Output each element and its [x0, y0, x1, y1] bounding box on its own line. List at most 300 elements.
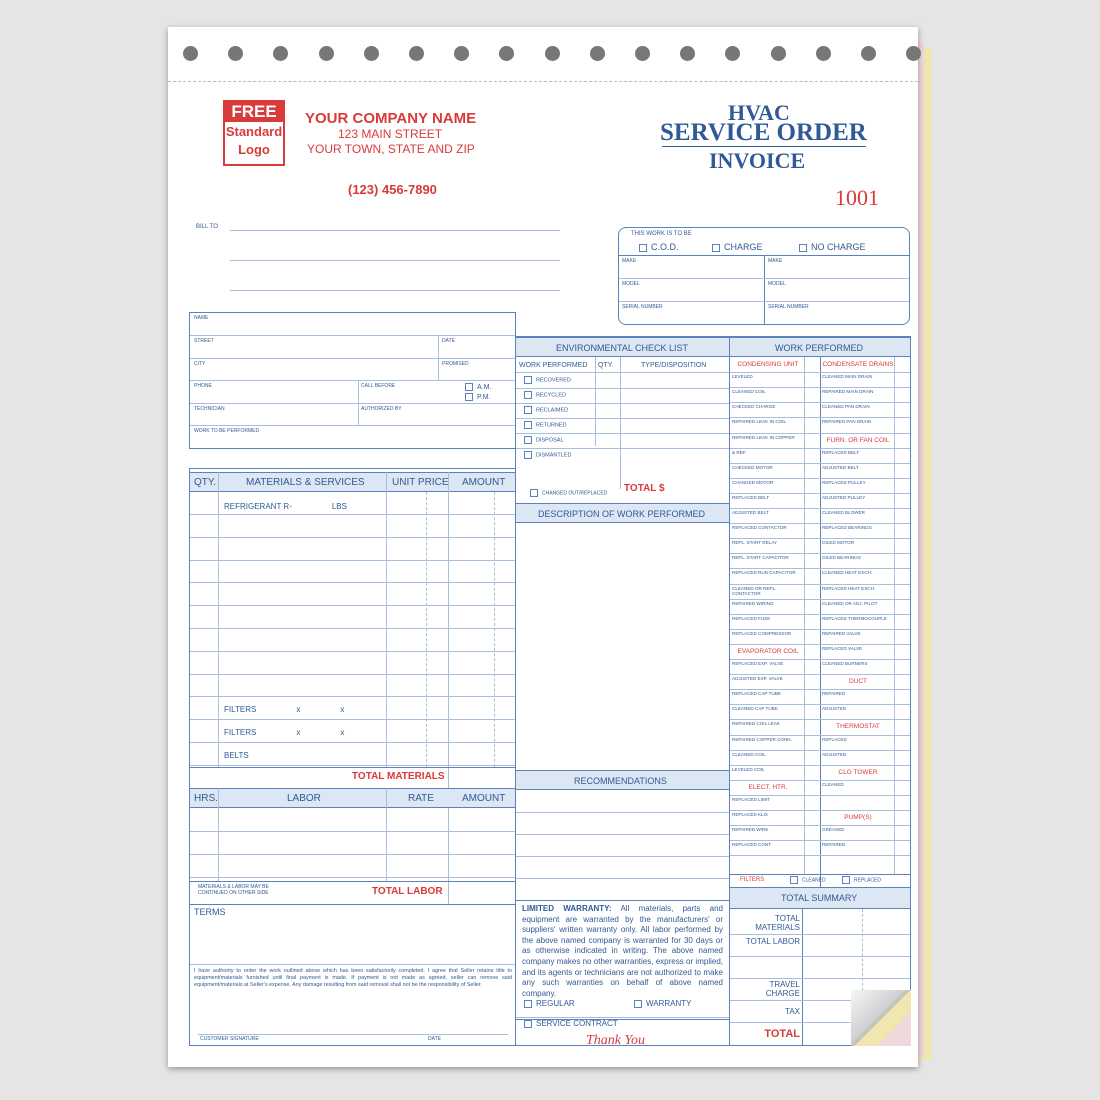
labor-heading: LABOR [287, 793, 321, 804]
env-header-divider [516, 372, 729, 373]
terms-label: TERMS [194, 907, 226, 917]
thank-you-divider [515, 1019, 730, 1020]
recommendation-row-line[interactable] [516, 856, 729, 857]
wp-row-line [730, 644, 820, 645]
wp-row-line [820, 780, 910, 781]
wp-item[interactable]: REPL. START RELAY [732, 540, 778, 546]
materials-row-line[interactable] [190, 628, 515, 629]
feed-hole [319, 46, 334, 61]
wp-section-heading: THERMOSTAT [836, 723, 880, 731]
env-type-header: TYPE/DISPOSITION [641, 362, 707, 369]
no-charge-label: NO CHARGE [811, 242, 866, 252]
wp-row-line [820, 659, 910, 660]
wp-item[interactable]: REPLACED THERMOCOUPLE [822, 615, 887, 621]
wp-item[interactable]: ADJUSTED [822, 751, 847, 757]
wp-row-line [730, 825, 820, 826]
wp-row-line [820, 629, 910, 630]
env-changed-option[interactable] [530, 489, 607, 497]
feed-hole [635, 46, 650, 61]
regular-checkbox[interactable] [524, 1000, 532, 1008]
wp-item[interactable]: OILED BEARINGS [822, 555, 861, 561]
summary-header [730, 887, 910, 909]
materials-row-line[interactable] [190, 674, 515, 675]
wp-row-line [730, 538, 820, 539]
phone-row-divider [190, 403, 515, 404]
wp-item[interactable]: REPLACED LIMIT [732, 796, 770, 802]
wp-row-line [820, 508, 910, 509]
env-item[interactable] [524, 376, 571, 384]
filters-x-1a: x [296, 705, 301, 714]
charge-label: CHARGE [724, 242, 763, 252]
materials-qty-header: QTY. [194, 477, 217, 488]
env-changed-checkbox[interactable] [530, 489, 538, 497]
wp-item[interactable]: CLEANED MAIN DRAIN [822, 374, 873, 380]
recommendations-heading: RECOMMENDATIONS [574, 776, 667, 786]
wp-item[interactable]: ADJUSTED [822, 706, 847, 712]
wp-row-line [730, 735, 820, 736]
make-divider [619, 278, 909, 279]
summary-tax: TAX [785, 1007, 800, 1016]
wp-item[interactable]: REPL. START CAPACITOR [732, 555, 789, 561]
materials-row-line[interactable] [190, 605, 515, 606]
wp-item[interactable]: ADJUSTED EXP. VALVE [732, 676, 783, 682]
env-row-line [516, 418, 729, 419]
wp-item[interactable]: GREASED [822, 827, 845, 833]
perforation-line [168, 81, 918, 82]
continued-note-2: CONTINUED ON OTHER SIDE [198, 890, 269, 896]
wp-row-line [730, 599, 820, 600]
filters-text-1: FILTERS [224, 705, 257, 714]
wp-row-line [730, 584, 820, 585]
filters-row-divider [730, 874, 910, 875]
feed-hole [228, 46, 243, 61]
pm-option[interactable] [465, 393, 491, 401]
wp-item[interactable]: REPLACED CONT. [732, 842, 772, 848]
wp-row-line [820, 568, 910, 569]
cod-checkbox[interactable] [639, 244, 647, 252]
wp-item[interactable]: REPLACED FUSE [732, 615, 771, 621]
wp-row-line [730, 689, 820, 690]
name-field[interactable]: NAME [194, 315, 209, 321]
logo [223, 100, 285, 166]
wp-section-heading: CONDENSING UNIT [737, 361, 799, 368]
wp-row-line [730, 372, 820, 373]
logo-line2: Standard [225, 124, 283, 139]
wp-item[interactable]: REPLACED BELT [732, 494, 770, 500]
wp-item[interactable]: REPLACED KLIX [732, 812, 768, 817]
invoice-form [168, 27, 918, 1067]
wp-item[interactable]: CLEANED COIL [732, 751, 766, 757]
wp-row-line [820, 523, 910, 524]
env-item[interactable] [524, 421, 567, 429]
env-item-checkbox[interactable] [524, 436, 532, 444]
materials-row-line[interactable] [190, 537, 515, 538]
service-contract-option[interactable] [524, 1019, 618, 1028]
date-field[interactable]: DATE [442, 338, 455, 344]
wp-item[interactable]: REPLACED RUN CAPACITOR [732, 570, 796, 576]
wp-row-line [730, 417, 820, 418]
work-type-heading: THIS WORK IS TO BE [631, 231, 692, 237]
bill-to-label: BILL TO [196, 224, 218, 230]
wp-row-line [730, 659, 820, 660]
filters-label-1[interactable] [224, 705, 344, 714]
labor-amount-header: AMOUNT [462, 793, 506, 804]
no-charge-option[interactable] [799, 242, 866, 252]
wp-item[interactable]: CLEANED OR ADJ. PILOT [822, 600, 878, 606]
env-work-performed-header: WORK PERFORMED [519, 362, 588, 369]
env-item[interactable] [524, 451, 571, 459]
env-item-checkbox[interactable] [524, 406, 532, 414]
no-charge-checkbox[interactable] [799, 244, 807, 252]
work-right-check-line [894, 357, 895, 874]
wp-row-line [730, 448, 820, 449]
env-item-checkbox[interactable] [524, 451, 532, 459]
bill-to-line-3[interactable] [230, 290, 560, 291]
labor-row-line[interactable] [190, 854, 515, 855]
summary-total-materials: TOTAL MATERIALS [755, 914, 800, 932]
pm-checkbox[interactable] [465, 393, 473, 401]
wp-item[interactable]: REPLACED PULLEY [822, 479, 866, 485]
hrs-column-line [218, 788, 219, 881]
logo-line1: FREE [225, 102, 283, 122]
wp-item[interactable]: CLEANED BURNERS [822, 661, 868, 666]
charge-option[interactable] [712, 242, 763, 252]
wp-row-line [820, 825, 910, 826]
wp-row-line [730, 553, 820, 554]
wp-item[interactable]: CLEANED CAP TUBE [732, 706, 778, 712]
charge-checkbox[interactable] [712, 244, 720, 252]
authorization-divider [190, 964, 515, 965]
env-item-label: RECYCLED [536, 392, 566, 399]
recommendation-row-line[interactable] [516, 878, 729, 879]
recommendation-row-line[interactable] [516, 812, 729, 813]
phone-field[interactable]: PHONE [194, 383, 212, 389]
feed-hole [771, 46, 786, 61]
serial-label-1[interactable]: SERIAL NUMBER [622, 304, 663, 310]
wp-cleaned-option[interactable] [790, 876, 826, 884]
logo-line3: Logo [238, 142, 270, 157]
refrigerant-text: REFRIGERANT R- [224, 502, 292, 511]
wp-row-line [820, 719, 910, 720]
materials-row-line[interactable] [190, 696, 515, 697]
continued-note-1: MATERIALS & LABOR MAY BE [198, 884, 269, 890]
materials-amount-header: AMOUNT [462, 477, 506, 488]
title-rule [662, 146, 866, 147]
wp-item[interactable]: CHANGED MOTOR [732, 479, 774, 485]
technician-field[interactable]: TECHNICIAN [194, 406, 225, 412]
env-heading: ENVIRONMENTAL CHECK LIST [556, 343, 689, 353]
wp-item[interactable]: CLEANED OR REPL. CONTACTOR [732, 585, 777, 596]
wp-item[interactable]: LEVELED [732, 374, 753, 380]
wp-row-line [820, 765, 910, 766]
summary-div-1 [730, 934, 910, 935]
page-curl [851, 990, 911, 1046]
wp-row-line [820, 584, 910, 585]
wp-section-heading: DUCT [848, 678, 868, 686]
wp-item[interactable]: REPAIRED COPPER CONN. [732, 736, 792, 742]
authorization-text: I have authority to order the work outlined above which has been satisfactorily completed. I agree that Seller retains title to equipment/materials furnished until final payment is made. If payment is not made as agreed, seller can remove said equipment/materials at Seller's expense. Any damage resulting from said removal shall not be the responsibility of Seller. [194, 968, 512, 988]
wp-row-line [820, 493, 910, 494]
materials-row-line[interactable] [190, 651, 515, 652]
wp-item[interactable]: CHECKED CHARGE [732, 404, 776, 410]
wp-item[interactable]: ADJUSTED BELT [822, 464, 859, 470]
materials-row-line[interactable] [190, 582, 515, 583]
filters-x-2a: x [296, 728, 301, 737]
wp-row-line [820, 372, 910, 373]
tractor-feed-holes [168, 41, 918, 65]
wp-row-line [730, 463, 820, 464]
wp-row-line [820, 795, 910, 796]
city-field[interactable]: CITY [194, 361, 206, 367]
work-left-check-line [804, 357, 805, 874]
env-type-column-line [620, 357, 621, 489]
total-materials-divider [190, 767, 515, 768]
belts-label[interactable]: BELTS [224, 751, 249, 760]
title-invoice: INVOICE [709, 148, 806, 173]
company-name: YOUR COMPANY NAME [305, 110, 477, 127]
description-heading: DESCRIPTION OF WORK PERFORMED [538, 509, 706, 519]
wp-row-line [820, 855, 910, 856]
recommendations-header [516, 770, 729, 790]
wp-item[interactable]: REPLACED EXP. VALVE [732, 661, 784, 666]
labor-header [190, 788, 515, 808]
wp-item[interactable]: CLEANED COIL [732, 389, 766, 395]
amount-cents-line [494, 492, 495, 767]
warranty-title: LIMITED WARRANTY: [522, 904, 612, 913]
wp-row-line [820, 463, 910, 464]
feed-hole [545, 46, 560, 61]
wp-item[interactable]: CLEANED HEAT EXCH. [822, 570, 873, 576]
env-qty-header: QTY. [598, 362, 614, 369]
labor-row-line[interactable] [190, 877, 515, 878]
cod-option[interactable] [639, 242, 679, 252]
signature-date-label: DATE [428, 1036, 441, 1042]
feed-hole [816, 46, 831, 61]
wp-row-line [730, 508, 820, 509]
terms-divider [190, 904, 515, 905]
model-label-1[interactable]: MODEL [622, 281, 640, 287]
feed-hole [499, 46, 514, 61]
customer-info-box [189, 312, 516, 449]
wp-row-line [730, 493, 820, 494]
materials-row-line[interactable] [190, 514, 515, 515]
warranty-label: WARRANTY [646, 999, 692, 1008]
promised-field[interactable]: PROMISED [442, 361, 469, 367]
wp-item[interactable]: ADJUSTED PULLEY [822, 494, 866, 500]
env-row-line [516, 403, 729, 404]
wp-row-line [820, 553, 910, 554]
bill-to-line-1[interactable] [230, 230, 560, 231]
wp-row-line [820, 840, 910, 841]
wp-item[interactable]: REPAIRED WIRING [732, 600, 774, 606]
summary-label-line [802, 909, 803, 1045]
unit-price-cents-line [426, 492, 427, 767]
street-field[interactable]: STREET [194, 338, 214, 344]
feed-hole [409, 46, 424, 61]
serial-label-2[interactable]: SERIAL NUMBER [768, 304, 809, 310]
wp-item[interactable]: REPAIRED PAN DRAIN [822, 419, 872, 425]
wp-item[interactable]: LEVELED COIL [732, 766, 765, 772]
pm-label: P.M. [477, 393, 491, 401]
wp-row-line [730, 387, 820, 388]
wp-item[interactable]: REPLACED CONTACTOR [732, 525, 787, 531]
technician-divider [190, 425, 515, 426]
total-labor-divider [190, 881, 515, 882]
wp-row-line [730, 765, 820, 766]
materials-unit-price-header: UNIT PRICE [392, 477, 449, 488]
wp-row-line [730, 855, 820, 856]
wp-section-heading: CLG TOWER [838, 768, 878, 776]
wp-item[interactable]: REPAIRED MAIN DRAIN [822, 389, 874, 395]
wp-row-line [730, 795, 820, 796]
wp-item[interactable]: REPLACED BEARINGS [822, 525, 872, 531]
feed-hole [680, 46, 695, 61]
env-item-checkbox[interactable] [524, 391, 532, 399]
wp-item[interactable]: & REF. [732, 449, 747, 455]
env-item-checkbox[interactable] [524, 376, 532, 384]
warranty-option[interactable] [634, 999, 691, 1008]
warranty-options-divider [516, 1017, 729, 1018]
wp-item[interactable]: REPAIRED COIL LEAK [732, 721, 780, 727]
wp-item[interactable]: CLEANED PAN DRAIN [822, 404, 870, 410]
wp-row-line [730, 719, 820, 720]
env-header [516, 337, 729, 357]
wp-row-line [820, 674, 910, 675]
filters-label-2[interactable] [224, 728, 344, 737]
summary-total: TOTAL [764, 1028, 800, 1040]
wp-row-line [730, 568, 820, 569]
total-materials-label: TOTAL MATERIALS [352, 771, 445, 782]
feed-hole [273, 46, 288, 61]
make-label-2[interactable]: MAKE [768, 258, 783, 264]
company-city: YOUR TOWN, STATE AND ZIP [307, 142, 475, 156]
env-item[interactable] [524, 391, 566, 399]
wp-row-line [820, 750, 910, 751]
wp-item[interactable]: ADJUSTED BELT [732, 510, 769, 515]
materials-row-line[interactable] [190, 560, 515, 561]
env-total-label: TOTAL $ [624, 483, 665, 494]
lbs-text: LBS [331, 502, 347, 511]
am-checkbox[interactable] [465, 383, 473, 391]
wp-item[interactable]: REPLACED CAP TUBE [732, 691, 781, 697]
regular-option[interactable] [524, 999, 575, 1008]
wp-row-line [730, 810, 820, 811]
materials-row-line[interactable] [190, 719, 515, 720]
make-label-1[interactable]: MAKE [622, 258, 637, 264]
wp-item[interactable]: REPAIRED [822, 691, 846, 697]
wp-item[interactable]: REPLACED [822, 736, 847, 742]
env-item[interactable] [524, 406, 568, 414]
call-before-field[interactable]: CALL BEFORE [361, 383, 396, 389]
materials-services-header: MATERIALS & SERVICES [246, 477, 365, 488]
wp-item[interactable]: CLEANED [822, 781, 844, 787]
bill-to-line-2[interactable] [230, 260, 560, 261]
materials-row-line[interactable] [190, 765, 515, 766]
filters-x-1b: x [340, 705, 345, 714]
feed-hole [364, 46, 379, 61]
wp-item[interactable]: OILED MOTOR [822, 540, 855, 546]
feed-hole [590, 46, 605, 61]
warranty-checkbox[interactable] [634, 1000, 642, 1008]
wp-cleaned-label: CLEANED [802, 877, 826, 884]
filters-text-2: FILTERS [224, 728, 257, 737]
warranty-divider [516, 900, 729, 901]
total-labor-label: TOTAL LABOR [372, 886, 443, 897]
env-item-checkbox[interactable] [524, 421, 532, 429]
wp-replaced-option[interactable] [842, 876, 881, 884]
wp-item[interactable]: REPLACED HEAT EXCH. [822, 585, 876, 591]
amount-column-line [448, 472, 449, 904]
feed-hole [861, 46, 876, 61]
description-header [516, 503, 729, 523]
wp-item[interactable]: REPAIRED [822, 842, 846, 848]
wp-row-line [820, 735, 910, 736]
authorized-by-field[interactable]: AUTHORIZED BY [361, 406, 402, 412]
labor-row-line[interactable] [190, 831, 515, 832]
feed-hole [454, 46, 469, 61]
wp-row-line [820, 433, 910, 434]
summary-total-labor: TOTAL LABOR [745, 937, 800, 946]
signature-line[interactable] [198, 1034, 508, 1035]
wp-row-line [730, 674, 820, 675]
company-phone: (123) 456-7890 [348, 182, 437, 197]
env-item-label: RECLAIMED [536, 407, 569, 414]
title-hvac: HVAC [728, 100, 790, 125]
recommendation-row-line[interactable] [516, 834, 729, 835]
env-item-label: RECOVERED [536, 377, 571, 384]
wp-item[interactable]: REPAIRED WIRE [732, 827, 769, 833]
wp-item[interactable]: REPLACED VALVE [822, 645, 863, 651]
wp-item[interactable]: REPAIRED VALVE [822, 630, 861, 636]
env-row-line [516, 388, 729, 389]
work-performed-center-line [820, 357, 821, 887]
wp-row-line [730, 523, 820, 524]
summary-travel-charge: TRAVEL CHARGE [765, 980, 800, 998]
service-contract-label: SERVICE CONTRACT [536, 1019, 618, 1028]
summary-div-2 [730, 956, 910, 957]
refrigerant-label [224, 502, 347, 511]
labor-rate-header: RATE [408, 793, 434, 804]
wp-cleaned-checkbox[interactable] [790, 876, 798, 884]
work-to-be-performed-field[interactable]: WORK TO BE PERFORMED [194, 428, 260, 434]
wp-item[interactable]: REPAIRED LEAK IN COPPER [732, 434, 795, 440]
wp-row-line [730, 433, 820, 434]
work-performed-box [729, 336, 911, 1046]
wp-item[interactable]: CLEANED BLOWER [822, 510, 865, 515]
filters-x-2b: x [340, 728, 345, 737]
company-street: 123 MAIN STREET [338, 127, 443, 141]
feed-hole [725, 46, 740, 61]
wp-row-line [820, 704, 910, 705]
service-contract-checkbox[interactable] [524, 1020, 532, 1028]
customer-signature-label: CUSTOMER SIGNATURE [200, 1036, 259, 1042]
qty-column-line [218, 472, 219, 767]
env-row-line [516, 433, 729, 434]
invoice-number: 1001 [835, 185, 879, 210]
materials-row-line[interactable] [190, 742, 515, 743]
wp-item[interactable]: REPAIRED LEAK IN COIL [732, 419, 787, 425]
work-type-center-divider [764, 255, 765, 324]
model-label-2[interactable]: MODEL [768, 281, 786, 287]
am-option[interactable] [465, 383, 491, 391]
wp-item[interactable]: REPLACED BELT [822, 449, 860, 455]
wp-replaced-checkbox[interactable] [842, 876, 850, 884]
am-label: A.M. [477, 383, 492, 391]
env-item[interactable] [524, 436, 564, 444]
wp-item[interactable]: REPLACED COMPRESSOR [732, 630, 792, 636]
thank-you-text: Thank You [586, 1033, 646, 1048]
wp-item[interactable]: CHECKED MOTOR [732, 464, 773, 470]
